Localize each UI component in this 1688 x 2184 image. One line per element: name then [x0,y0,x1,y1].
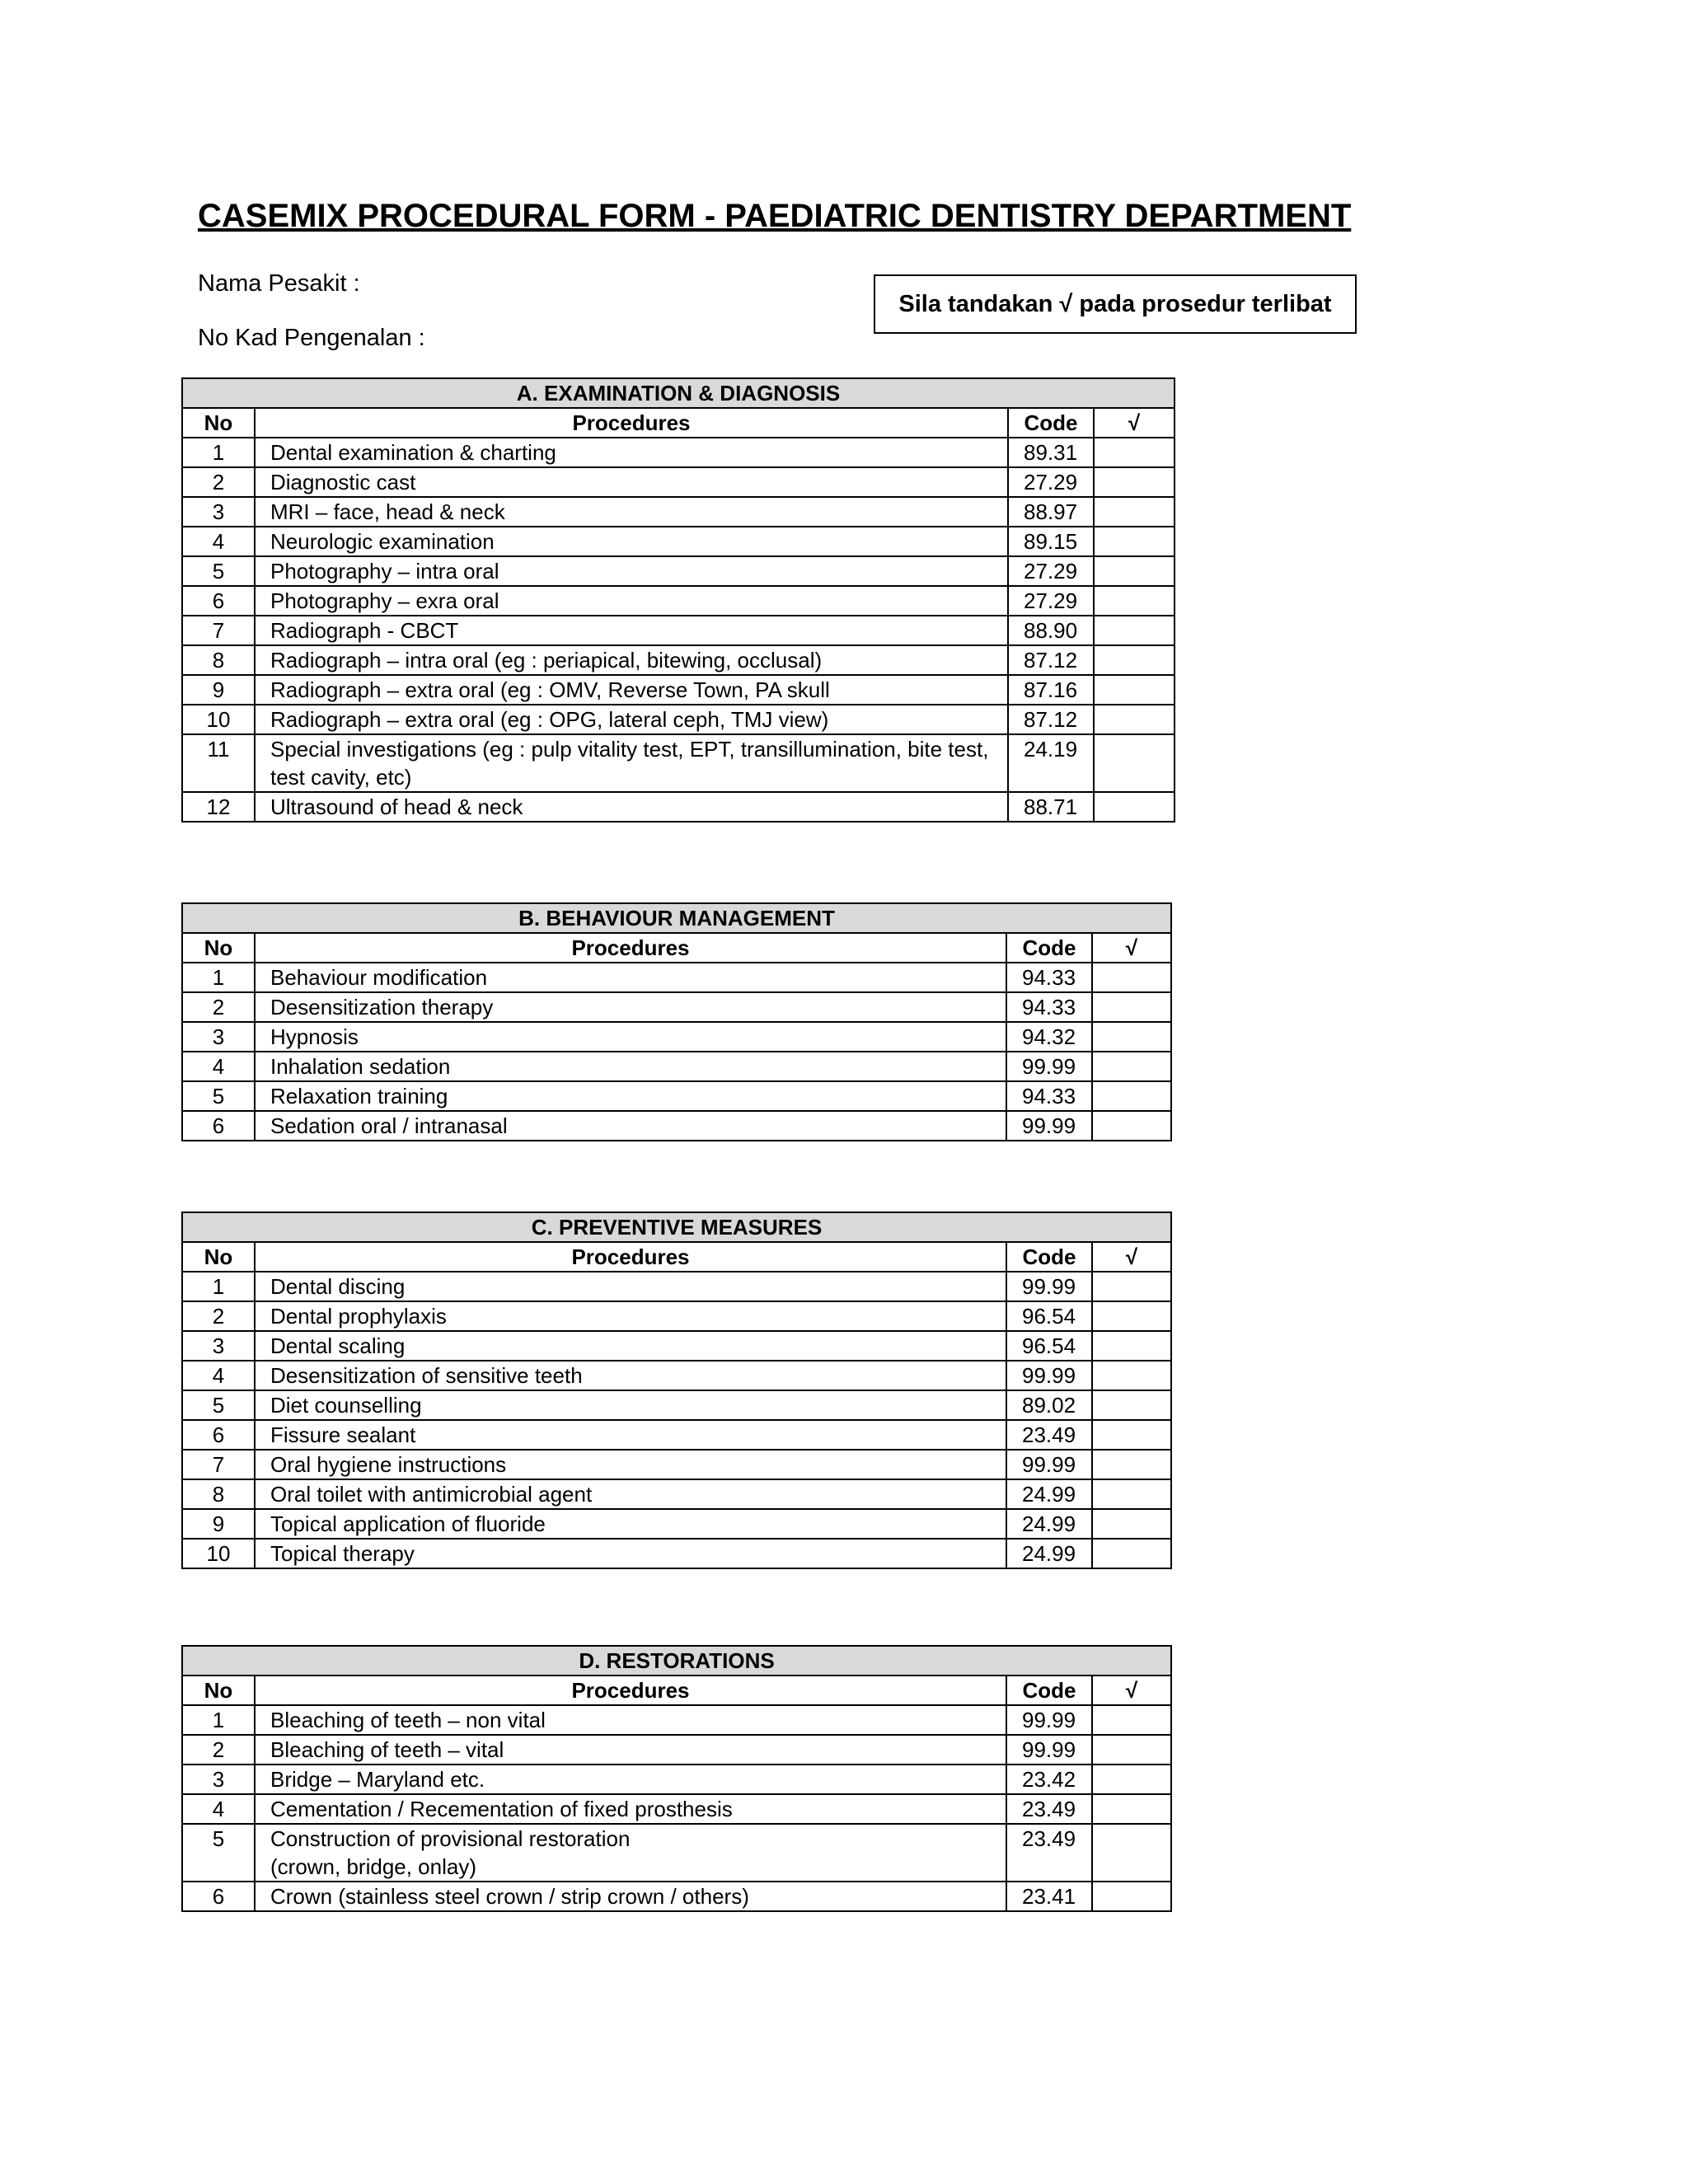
table-row [182,467,1175,497]
table-row [182,1331,1171,1361]
procedure-code: 24.19 [1008,734,1094,792]
procedure-code: 99.99 [1006,1111,1092,1141]
procedure-name: Bleaching of teeth – non vital [255,1705,1006,1735]
row-number: 3 [182,1022,255,1052]
procedure-code: 88.71 [1008,792,1094,822]
procedure-name: Cementation / Recementation of fixed prosthesis [255,1794,1006,1824]
row-number: 1 [182,1272,255,1301]
procedure-name: Diagnostic cast [255,467,1008,497]
table-row [182,1111,1171,1141]
procedure-code: 23.49 [1006,1794,1092,1824]
procedure-name: Crown (stainless steel crown / strip crown / others) [255,1882,1006,1911]
table-row [182,1705,1171,1735]
page-title: CASEMIX PROCEDURAL FORM - PAEDIATRIC DENTISTRY DEPARTMENT [198,198,1352,234]
col-header-tick: √ [1092,1242,1171,1272]
tick-box[interactable] [1092,1824,1171,1882]
procedure-code: 89.31 [1008,438,1094,467]
procedure-code: 99.99 [1006,1272,1092,1301]
col-header-no: No [182,933,255,963]
row-number: 5 [182,556,255,586]
section-table-examination [181,377,1175,823]
row-number: 5 [182,1081,255,1111]
patient-name-label: Nama Pesakit : [198,270,360,297]
tick-box[interactable] [1094,586,1175,616]
procedure-name: Behaviour modification [255,963,1006,992]
table-row [182,1479,1171,1509]
section-table-restorations [181,1645,1172,1912]
procedure-code: 94.33 [1006,992,1092,1022]
col-header-procedures: Procedures [255,1675,1006,1705]
tick-box[interactable] [1092,1479,1171,1509]
procedure-name: Diet counselling [255,1390,1006,1420]
row-number: 3 [182,1331,255,1361]
tick-box[interactable] [1092,992,1171,1022]
row-number: 6 [182,1882,255,1911]
table-row [182,1361,1171,1390]
row-number: 8 [182,645,255,675]
tick-box[interactable] [1094,527,1175,556]
section-table-behaviour [181,902,1172,1141]
row-number: 5 [182,1390,255,1420]
table-row [182,497,1175,527]
table-row [182,963,1171,992]
procedure-code: 89.02 [1006,1390,1092,1420]
col-header-code: Code [1006,933,1092,963]
procedure-code: 96.54 [1006,1301,1092,1331]
row-number: 12 [182,792,255,822]
procedure-code: 99.99 [1006,1450,1092,1479]
section-title: D. RESTORATIONS [182,1646,1171,1675]
tick-box[interactable] [1092,1420,1171,1450]
tick-box[interactable] [1092,1794,1171,1824]
tick-box[interactable] [1092,1331,1171,1361]
tick-box[interactable] [1092,1301,1171,1331]
procedure-code: 94.32 [1006,1022,1092,1052]
procedure-code: 23.41 [1006,1882,1092,1911]
tick-box[interactable] [1094,705,1175,734]
procedure-name: Radiograph – intra oral (eg : periapical, bitewing, occlusal) [255,645,1008,675]
procedure-code: 99.99 [1006,1052,1092,1081]
table-row [182,1420,1171,1450]
procedure-name: Ultrasound of head & neck [255,792,1008,822]
tick-box[interactable] [1094,616,1175,645]
tick-box[interactable] [1092,1272,1171,1301]
procedure-name: Radiograph – extra oral (eg : OMV, Reverse Town, PA skull [255,675,1008,705]
row-number: 11 [182,734,255,792]
row-number: 10 [182,1539,255,1568]
table-row [182,586,1175,616]
table-row [182,1272,1171,1301]
procedure-name: Radiograph - CBCT [255,616,1008,645]
procedure-name: Bridge – Maryland etc. [255,1765,1006,1794]
tick-box[interactable] [1094,675,1175,705]
procedure-code: 99.99 [1006,1705,1092,1735]
row-number: 4 [182,1361,255,1390]
tick-box[interactable] [1092,1735,1171,1765]
tick-box[interactable] [1092,1509,1171,1539]
table-row [182,1882,1171,1911]
tick-box[interactable] [1092,963,1171,992]
procedure-name: Dental examination & charting [255,438,1008,467]
tick-box[interactable] [1094,734,1175,792]
table-row [182,675,1175,705]
row-number: 3 [182,1765,255,1794]
procedure-name: Photography – exra oral [255,586,1008,616]
procedure-name: Sedation oral / intranasal [255,1111,1006,1141]
table-row [182,1052,1171,1081]
col-header-tick: √ [1094,408,1175,438]
table-row [182,616,1175,645]
procedure-name: Neurologic examination [255,527,1008,556]
procedure-code: 24.99 [1006,1539,1092,1568]
tick-box[interactable] [1094,467,1175,497]
row-number: 1 [182,963,255,992]
procedure-name: Fissure sealant [255,1420,1006,1450]
tick-box[interactable] [1092,1111,1171,1141]
col-header-tick: √ [1092,933,1171,963]
procedure-name: Construction of provisional restoration (crown, bridge, onlay) [255,1824,1006,1882]
row-number: 10 [182,705,255,734]
row-number: 2 [182,1735,255,1765]
tick-box[interactable] [1092,1765,1171,1794]
procedure-code: 94.33 [1006,1081,1092,1111]
procedure-name: MRI – face, head & neck [255,497,1008,527]
section-table-preventive [181,1212,1172,1569]
row-number: 5 [182,1824,255,1882]
col-header-procedures: Procedures [255,1242,1006,1272]
procedure-code: 99.99 [1006,1361,1092,1390]
procedure-name: Special investigations (eg : pulp vitality test, EPT, transillumination, bite test, test cavity, etc) [255,734,1008,792]
table-row [182,705,1175,734]
procedure-code: 24.99 [1006,1509,1092,1539]
tick-box[interactable] [1092,1390,1171,1420]
procedure-name: Dental discing [255,1272,1006,1301]
col-header-tick: √ [1092,1675,1171,1705]
row-number: 2 [182,467,255,497]
table-row [182,1765,1171,1794]
row-number: 6 [182,1111,255,1141]
row-number: 4 [182,1052,255,1081]
row-number: 1 [182,438,255,467]
procedure-code: 23.49 [1006,1420,1092,1450]
col-header-code: Code [1006,1675,1092,1705]
col-header-no: No [182,408,255,438]
procedure-name: Oral hygiene instructions [255,1450,1006,1479]
procedure-code: 27.29 [1008,467,1094,497]
col-header-no: No [182,1242,255,1272]
row-number: 8 [182,1479,255,1509]
procedure-code: 27.29 [1008,556,1094,586]
procedure-name: Topical application of fluoride [255,1509,1006,1539]
col-header-code: Code [1006,1242,1092,1272]
procedure-name: Desensitization of sensitive teeth [255,1361,1006,1390]
tick-box[interactable] [1092,1705,1171,1735]
section-title: A. EXAMINATION & DIAGNOSIS [182,378,1175,408]
tick-box[interactable] [1094,645,1175,675]
procedure-name: Hypnosis [255,1022,1006,1052]
row-number: 1 [182,1705,255,1735]
table-row [182,1794,1171,1824]
procedure-code: 87.16 [1008,675,1094,705]
table-row [182,645,1175,675]
row-number: 9 [182,675,255,705]
row-number: 6 [182,1420,255,1450]
procedure-code: 23.49 [1006,1824,1092,1882]
table-row [182,1022,1171,1052]
tick-box[interactable] [1092,1081,1171,1111]
table-row [182,527,1175,556]
procedure-name: Photography – intra oral [255,556,1008,586]
procedure-code: 94.33 [1006,963,1092,992]
procedure-code: 87.12 [1008,645,1094,675]
procedure-code: 88.90 [1008,616,1094,645]
table-row [182,1824,1171,1882]
procedure-name: Desensitization therapy [255,992,1006,1022]
tick-box[interactable] [1092,1882,1171,1911]
table-row [182,1301,1171,1331]
col-header-procedures: Procedures [255,408,1008,438]
tick-box[interactable] [1092,1022,1171,1052]
tick-box[interactable] [1092,1539,1171,1568]
tick-box[interactable] [1094,438,1175,467]
procedure-name: Inhalation sedation [255,1052,1006,1081]
col-header-procedures: Procedures [255,933,1006,963]
row-number: 6 [182,586,255,616]
tick-box[interactable] [1094,497,1175,527]
row-number: 7 [182,616,255,645]
instruction-box: Sila tandakan √ pada prosedur terlibat [874,274,1357,334]
section-title: B. BEHAVIOUR MANAGEMENT [182,903,1171,933]
table-row [182,1735,1171,1765]
row-number: 4 [182,527,255,556]
tick-box[interactable] [1092,1361,1171,1390]
procedure-code: 27.29 [1008,586,1094,616]
section-title: C. PREVENTIVE MEASURES [182,1212,1171,1242]
tick-box[interactable] [1092,1052,1171,1081]
row-number: 4 [182,1794,255,1824]
table-row [182,734,1175,792]
table-row [182,992,1171,1022]
table-row [182,792,1175,822]
row-number: 2 [182,1301,255,1331]
table-row [182,1390,1171,1420]
procedure-code: 96.54 [1006,1331,1092,1361]
procedure-code: 88.97 [1008,497,1094,527]
procedure-code: 23.42 [1006,1765,1092,1794]
procedure-name: Bleaching of teeth – vital [255,1735,1006,1765]
procedure-name: Dental prophylaxis [255,1301,1006,1331]
row-number: 3 [182,497,255,527]
row-number: 9 [182,1509,255,1539]
ic-number-label: No Kad Pengenalan : [198,325,425,351]
procedure-code: 99.99 [1006,1735,1092,1765]
procedure-name: Radiograph – extra oral (eg : OPG, lateral ceph, TMJ view) [255,705,1008,734]
table-row [182,1509,1171,1539]
procedure-code: 87.12 [1008,705,1094,734]
procedure-code: 89.15 [1008,527,1094,556]
tick-box[interactable] [1094,792,1175,822]
col-header-code: Code [1008,408,1094,438]
table-row [182,1081,1171,1111]
procedure-name: Relaxation training [255,1081,1006,1111]
procedure-name: Dental scaling [255,1331,1006,1361]
tick-box[interactable] [1092,1450,1171,1479]
procedure-name: Oral toilet with antimicrobial agent [255,1479,1006,1509]
row-number: 7 [182,1450,255,1479]
table-row [182,1450,1171,1479]
col-header-no: No [182,1675,255,1705]
table-row [182,1539,1171,1568]
procedure-code: 24.99 [1006,1479,1092,1509]
table-row [182,438,1175,467]
tick-box[interactable] [1094,556,1175,586]
row-number: 2 [182,992,255,1022]
procedure-name: Topical therapy [255,1539,1006,1568]
table-row [182,556,1175,586]
